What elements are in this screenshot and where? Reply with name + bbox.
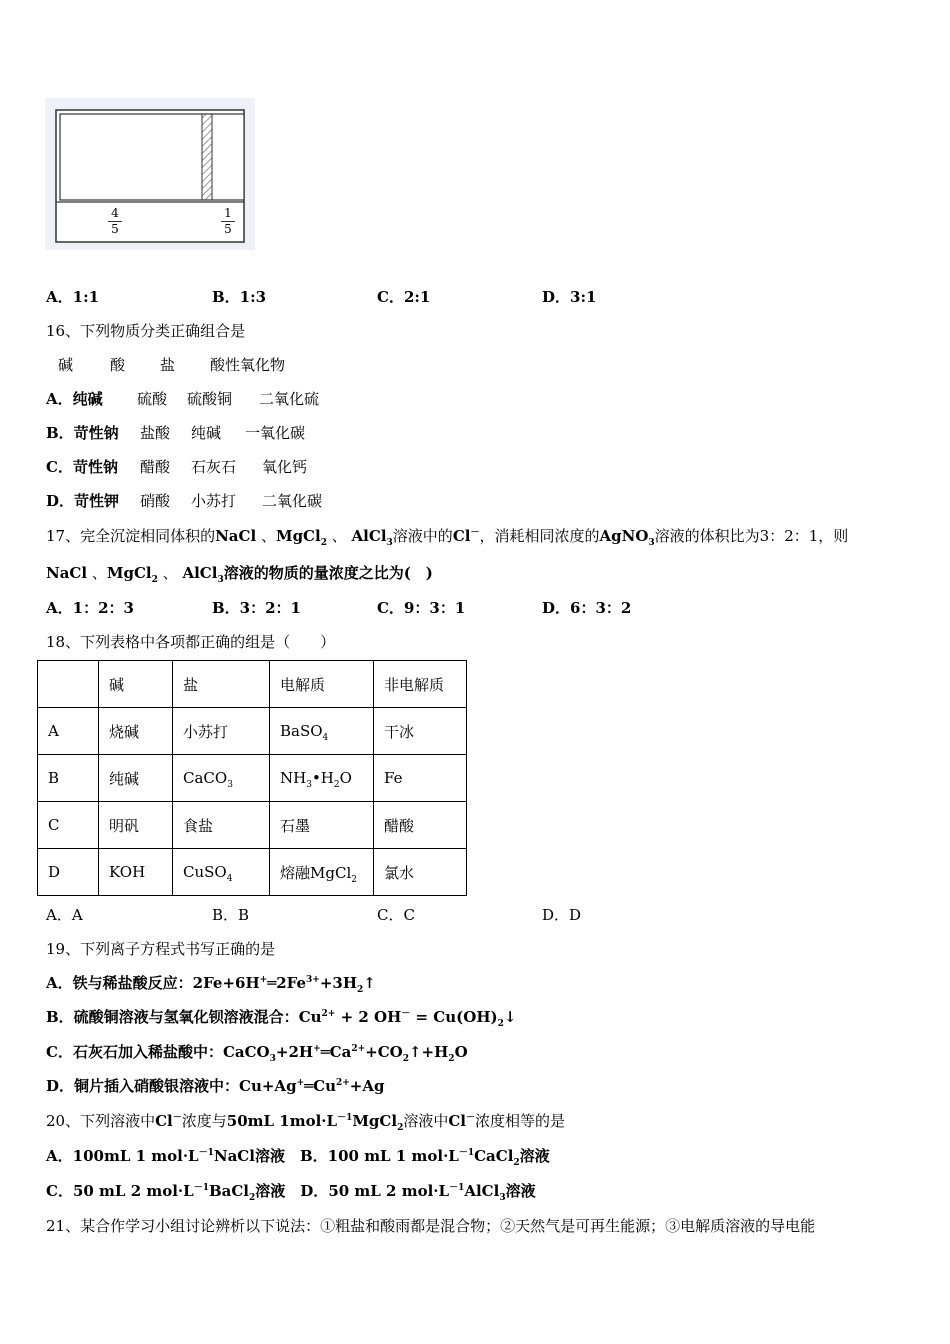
- option-d[interactable]: D．3:1: [542, 288, 597, 306]
- table-header-row: 碱 盐 电解质 非电解质: [38, 661, 467, 708]
- q19-option-b[interactable]: B．硫酸铜溶液与氢氧化钡溶液混合：$Cu^{2+} + 2$ $OH^- = Cu(OH)_2↓$: [46, 1008, 517, 1029]
- q17-stem-line1: 17、完全沉淀相同体积的NaCl 、MgCl$_2$ 、 AlCl$_3$溶液中的Cl－，消耗相同浓度的AgNO$_3$溶液的体积比为3：2：1，则: [46, 527, 849, 548]
- q15-figure: [45, 98, 255, 250]
- option-b[interactable]: B．3：2：1: [212, 599, 301, 617]
- q17-stem-line2: NaCl 、MgCl$_2$ 、 AlCl$_3$溶液的物质的量浓度之比为( ): [46, 564, 433, 585]
- q16-option-d[interactable]: D．苛性钾 硝酸 小苏打 二氧化碳: [46, 492, 323, 510]
- q20-options-line2[interactable]: C．50 mL 2 $mol\cdot L^{-1}BaCl_2$溶液 D．50 mL 2 $mol\cdot L^{-1}AlCl_3$溶液: [46, 1182, 536, 1203]
- table-row: A 烧碱 小苏打 BaSO$_4$ 干冰: [38, 708, 467, 755]
- q18-table: [37, 660, 467, 896]
- option-c[interactable]: C．2:1: [377, 288, 431, 306]
- table-row: C 明矾 食盐 石墨 醋酸: [38, 802, 467, 849]
- q21-stem: 21、某合作学习小组讨论辨析以下说法：①粗盐和酸雨都是混合物；②天然气是可再生能源；③电解质溶液的导电能: [46, 1217, 816, 1235]
- option-d[interactable]: D．D: [542, 906, 582, 924]
- q15-options: [46, 286, 906, 308]
- q19-option-a[interactable]: A．铁与稀盐酸反应：$2Fe+6H^+═2Fe^{3+}+3H_2↑$: [46, 974, 376, 995]
- option-d[interactable]: D．6：3：2: [542, 599, 632, 617]
- q18-options: [46, 904, 906, 926]
- piston: [202, 114, 212, 200]
- label-one-fifth: 1 5: [221, 206, 235, 236]
- q19-option-d[interactable]: D．铜片插入硝酸银溶液中：$Cu+Ag^+═Cu^{2+}+Ag$: [46, 1077, 385, 1095]
- q19-stem: 19、下列离子方程式书写正确的是: [46, 940, 276, 958]
- q16-option-c[interactable]: C．苛性钠 醋酸 石灰石 氧化钙: [46, 458, 308, 476]
- table-row: D KOH CuSO$_4$ 熔融MgCl$_2$ 氯水: [38, 849, 467, 896]
- q20-options-line1[interactable]: A．100mL 1 $mol\cdot L^{-1}NaCl$溶液 B．100 mL 1 $mol\cdot L^{-1}CaCl_2$溶液: [46, 1147, 550, 1168]
- q17-options: [46, 597, 906, 619]
- q20-stem: 20、下列溶液中Cl－浓度与50mL $1mol\cdot L^{-1}MgCl_2$溶液中Cl－浓度相等的是: [46, 1112, 566, 1133]
- option-a[interactable]: A．1：2：3: [46, 599, 134, 617]
- option-c[interactable]: C．9：3：1: [377, 599, 466, 617]
- option-b[interactable]: B．1:3: [212, 288, 267, 306]
- q16-option-a[interactable]: A．纯碱 硫酸 硫酸铜 二氧化硫: [46, 390, 320, 408]
- option-c[interactable]: C．C: [377, 906, 415, 924]
- q16-header: 碱 酸 盐 酸性氧化物: [58, 356, 286, 374]
- label-four-fifths: 4 5: [108, 206, 122, 236]
- q18-stem: 18、下列表格中各项都正确的组是（ ）: [46, 633, 336, 651]
- table-row: B 纯碱 CaCO$_3$ $NH_3•H_2O$ Fe: [38, 755, 467, 802]
- option-a[interactable]: A．1:1: [46, 288, 100, 306]
- option-a[interactable]: A．A: [46, 906, 83, 924]
- q16-stem: 16、下列物质分类正确组合是: [46, 322, 246, 340]
- q19-option-c[interactable]: C．石灰石加入稀盐酸中：$CaCO_3+2H^+═Ca^{2+}+CO_2↑+H_2O$: [46, 1043, 468, 1064]
- q16-option-b[interactable]: B．苛性钠 盐酸 纯碱 一氧化碳: [46, 424, 306, 442]
- option-b[interactable]: B．B: [212, 906, 250, 924]
